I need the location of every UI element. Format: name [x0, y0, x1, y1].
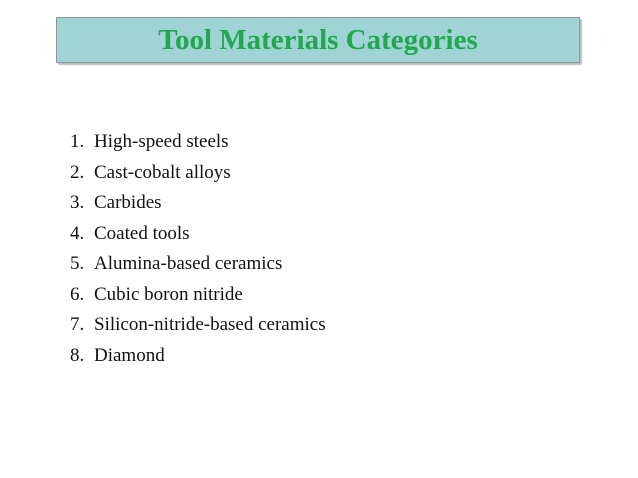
list-item-text: Cast-cobalt alloys [94, 161, 231, 183]
list-item [70, 219, 326, 250]
list-item-text: Silicon-nitride-based ceramics [94, 314, 326, 335]
slide-title: Tool Materials Categories [158, 23, 478, 56]
list-item [70, 127, 326, 158]
list-item-number: 1. [70, 131, 85, 152]
list-item-number: 7. [70, 314, 85, 335]
list-item [70, 310, 326, 341]
list-item-number: 6. [70, 283, 85, 305]
list-item-number: 2. [70, 161, 85, 183]
list-item [70, 280, 326, 311]
list-item-text: High-speed steels [94, 131, 229, 152]
title-banner [56, 17, 580, 63]
list-item-text: Carbides [94, 192, 162, 213]
list-item [70, 158, 326, 189]
list-item-text: Alumina-based ceramics [94, 253, 283, 274]
list-item-text: Cubic boron nitride [94, 283, 243, 305]
tool-materials-list [70, 127, 326, 371]
list-item-number: 5. [70, 253, 85, 274]
list-item [70, 341, 326, 372]
list-item [70, 188, 326, 219]
list-item-text: Diamond [94, 344, 165, 366]
list-item-number: 8. [70, 344, 85, 366]
list-item-text: Coated tools [94, 222, 190, 244]
list-item [70, 249, 326, 280]
list-item-number: 3. [70, 192, 85, 213]
list-item-number: 4. [70, 222, 85, 244]
